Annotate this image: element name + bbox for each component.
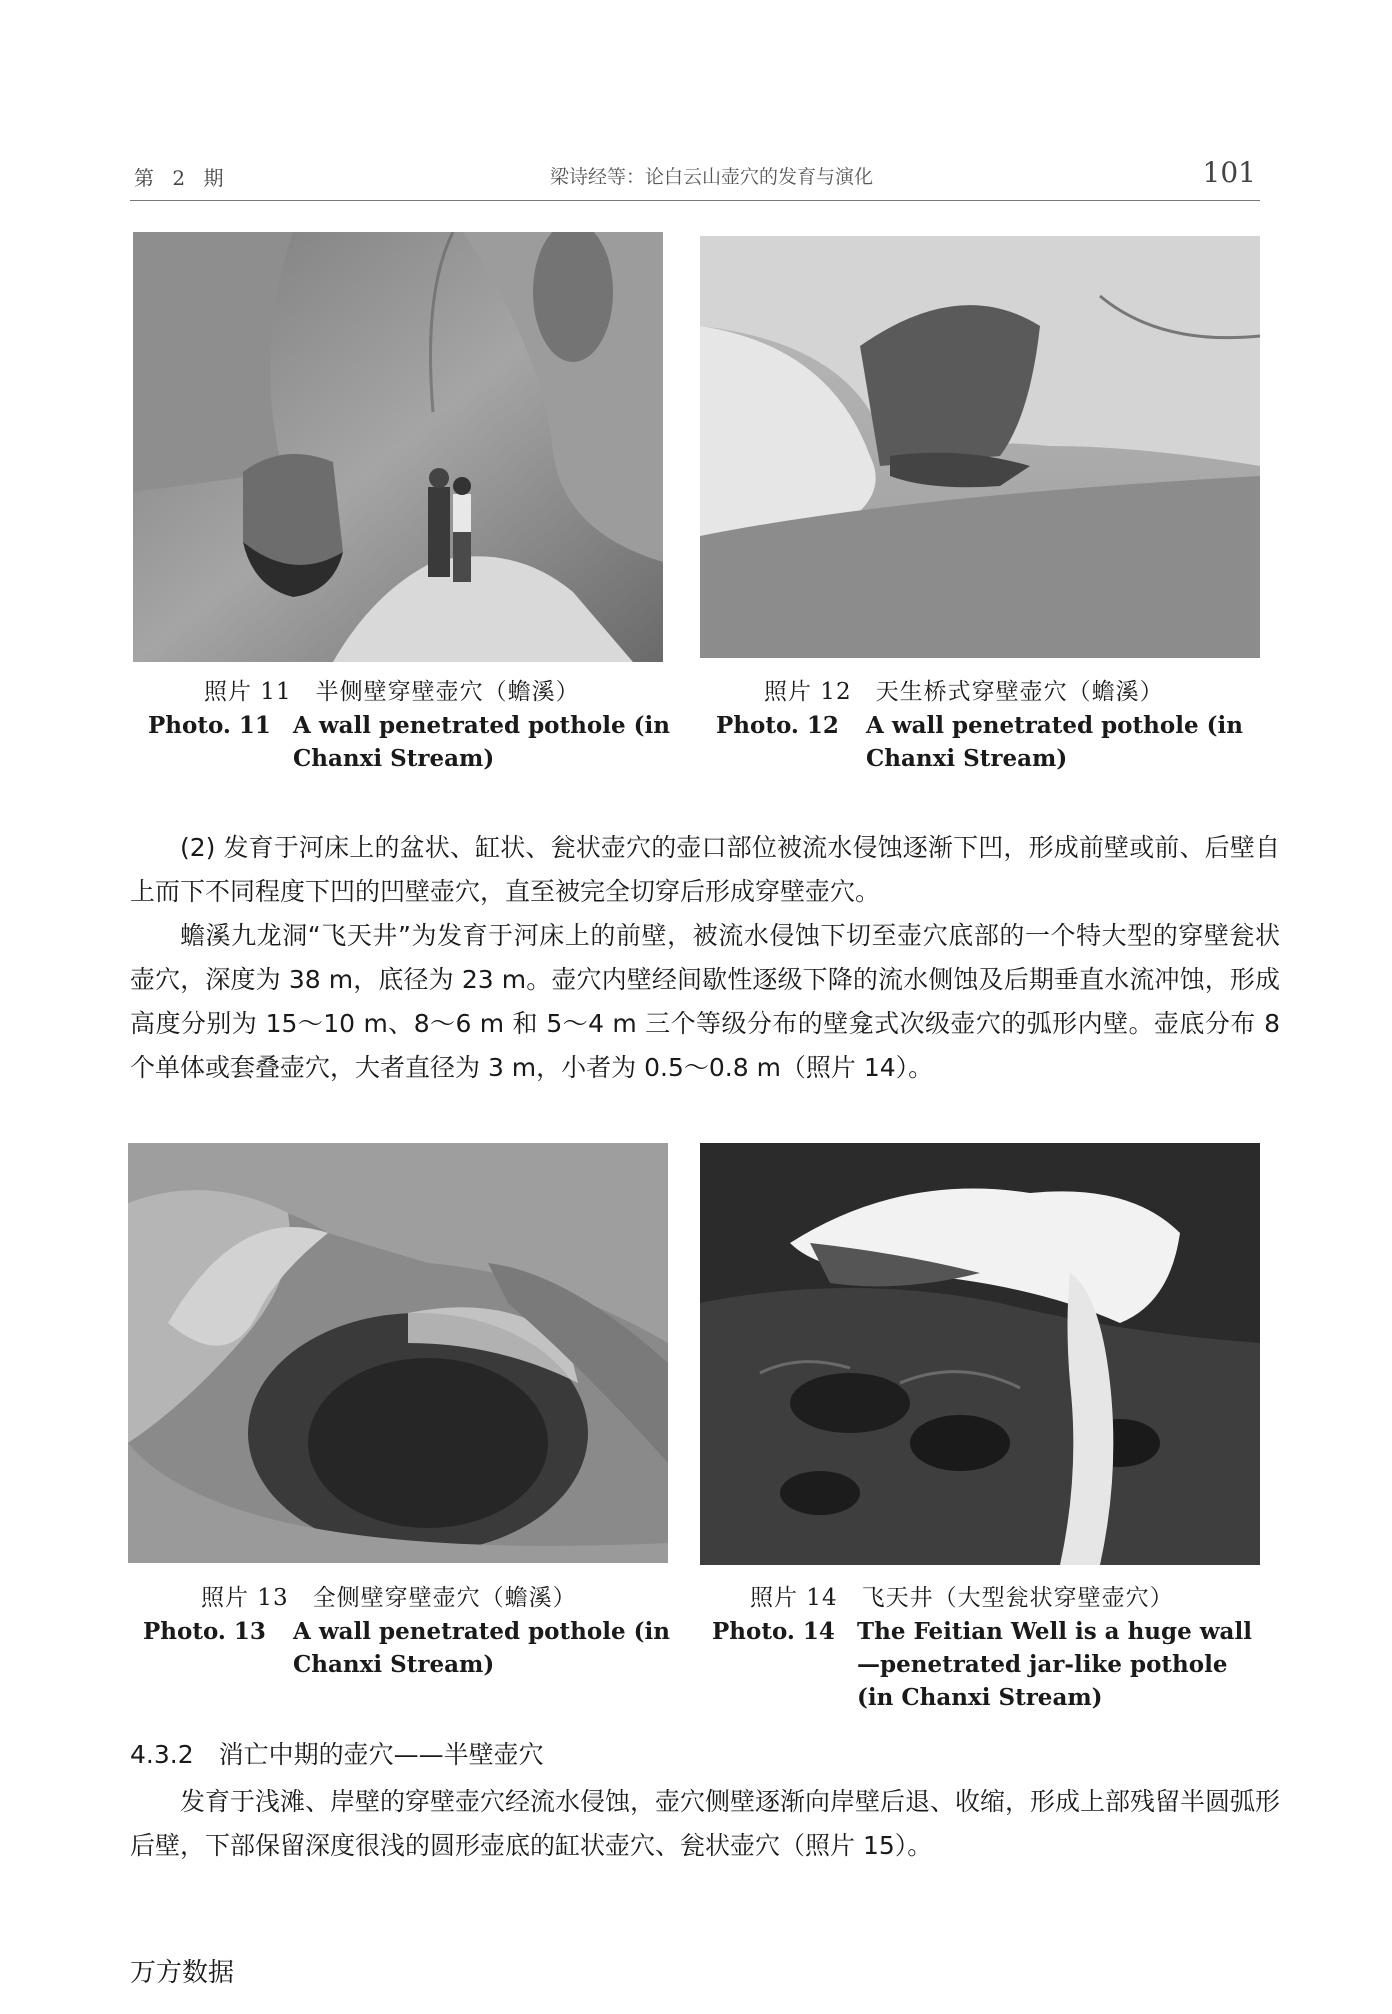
- caption-en: A wall penetrated pothole (in Chanxi Stream): [866, 712, 1243, 772]
- running-title: 梁诗经等：论白云山壶穴的发育与演化: [550, 166, 874, 188]
- page-header: [130, 156, 1260, 200]
- caption-zh: 照片 12 天生桥式穿壁壶穴（蟾溪）: [764, 679, 1164, 705]
- caption-photo-13: [143, 1582, 688, 1682]
- caption-label: Photo. 12: [716, 712, 839, 739]
- photo-12-image: [700, 236, 1260, 658]
- paragraph-3: 发育于浅滩、岸壁的穿壁壶穴经流水侵蚀，壶穴侧壁逐渐向岸壁后退、收缩，形成上部残留半圆弧形后壁，下部保留深度很浅的圆形壶底的缸状壶穴、瓮状壶穴（照片 15）。: [130, 1787, 1281, 1860]
- caption-photo-14: [712, 1582, 1262, 1712]
- caption-en: A wall penetrated pothole (in Chanxi Stream): [293, 712, 670, 772]
- section-title: 4.3.2 消亡中期的壶穴——半壁壶穴: [130, 1740, 544, 1769]
- photo-14-image: [700, 1143, 1260, 1565]
- caption-label: Photo. 13: [143, 1618, 266, 1645]
- caption-zh: 照片 14 飞天井（大型瓮状穿壁壶穴）: [750, 1585, 1174, 1611]
- caption-zh: 照片 13 全侧壁穿壁壶穴（蟾溪）: [201, 1585, 577, 1611]
- page-number: 101: [1202, 156, 1256, 189]
- caption-en: A wall penetrated pothole (in Chanxi Stream): [293, 1618, 670, 1678]
- caption-label: Photo. 11: [148, 712, 271, 739]
- footer-watermark: 万方数据: [130, 1958, 235, 1988]
- caption-photo-11: [148, 676, 688, 776]
- issue-number: 第 2 期: [134, 166, 230, 190]
- caption-zh: 照片 11 半侧壁穿壁壶穴（蟾溪）: [204, 679, 580, 705]
- caption-photo-12: [716, 676, 1261, 776]
- paragraph-2: 蟾溪九龙洞“飞天井”为发育于河床上的前壁，被流水侵蚀下切至壶穴底部的一个特大型的穿壁瓮状壶穴，深度为 38 m，底径为 23 m。壶穴内壁经间歇性逐级下降的流水侧蚀及后期垂直水流冲蚀，形成高度分别为 15～10 m、8～6 m 和 5～4 m 三个等级分布的壁龛式次级壶穴的弧形内壁。壶底分布 8 个单体或套叠壶穴，大者直径为 3 m，小者为 0.5～0.8 m（照片 14）。: [130, 921, 1280, 1082]
- photo-11-image: [133, 232, 663, 662]
- caption-en: The Feitian Well is a huge wall—penetrated jar-like pothole (in Chanxi Stream): [857, 1618, 1252, 1711]
- header-rule: [130, 200, 1260, 201]
- caption-label: Photo. 14: [712, 1618, 835, 1645]
- photo-13-image: [128, 1143, 668, 1563]
- paragraph-1: (2) 发育于河床上的盆状、缸状、瓮状壶穴的壶口部位被流水侵蚀逐渐下凹，形成前壁或前、后壁自上而下不同程度下凹的凹壁壶穴，直至被完全切穿后形成穿壁壶穴。: [130, 833, 1280, 906]
